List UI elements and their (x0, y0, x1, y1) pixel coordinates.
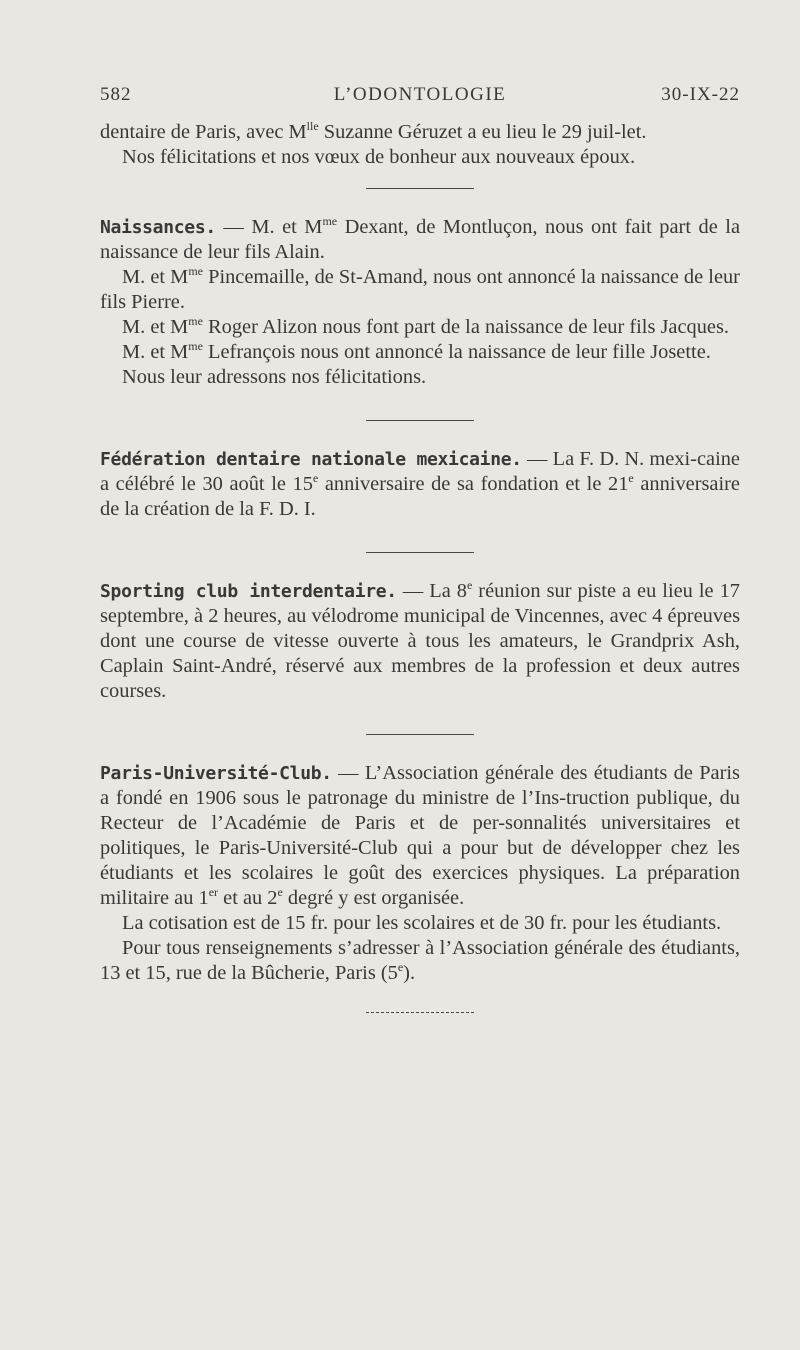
paragraph: Paris-Université-Club. — L’Association générale des étudiants de Paris a fondé en 1906 sous le patronage du ministre de l’Ins-truction publique, du Recteur de l’Académie de Paris et de per-sonnalités universitaires et politiques, le Paris-Université-Club qui a pour but de développer chez les étudiants et les scolaires le goût des exercices physiques. La préparation militaire au 1er et au 2e degré y est organisée. (100, 762, 740, 909)
running-header (100, 84, 740, 110)
journal-title: L’ODONTOLOGIE (333, 84, 507, 105)
paragraph: M. et $M^{me}$ Pincemaille, de St-Amand, nous ont annoncé la naissance de leur fils Pierre. (100, 264, 740, 313)
article-body (100, 120, 740, 1013)
end-divider (366, 1012, 474, 1013)
paragraph: Nos félicitations et nos vœux de bonheur aux nouveaux époux. (122, 146, 636, 168)
section-divider (366, 188, 474, 189)
section-heading-naissances: Naissances. (100, 217, 216, 238)
paragraph: M. et $M^{me}$ Lefrançois nous ont annoncé la naissance de leur fille Josette. (122, 339, 711, 363)
paragraph: Pour tous renseignements s’adresser à l’Association générale des étudiants, 13 et 15, rue de la Bûcherie, Paris (5e). (100, 937, 740, 984)
section-divider (366, 552, 474, 553)
issue-date: 30-IX-22 (661, 84, 740, 105)
paragraph: Naissances. — M. et $M^{me}$ Dexant, de Montluçon, nous ont fait part de la naissance de leur fils Alain. (100, 214, 740, 263)
section-divider (366, 734, 474, 735)
paragraph: La cotisation est de 15 fr. pour les scolaires et de 30 fr. pour les étudiants. (122, 912, 722, 934)
section-heading-federation: Fédération dentaire nationale mexicaine. (100, 449, 522, 470)
paragraph: dentaire de Paris, avec $M^{lle}$ Suzanne Géruzet a eu lieu le 29 juil-let. (100, 119, 647, 143)
section-heading-sporting: Sporting club interdentaire. (100, 581, 397, 602)
section-heading-paris-club: Paris-Université-Club. (100, 763, 332, 784)
page-number: 582 (100, 84, 132, 105)
paragraph: M. et $M^{me}$ Roger Alizon nous font part de la naissance de leur fils Jacques. (122, 314, 729, 338)
paragraph: Sporting club interdentaire. — La 8e réunion sur piste a eu lieu le 17 septembre, à 2 heures, au vélodrome municipal de Vincennes, avec 4 épreuves dont une course de vitesse ouverte à tous les amateurs, le Grandprix Ash, Caplain Saint-André, réservé aux membres de la profession et deux autres courses. (100, 578, 740, 702)
section-divider (366, 420, 474, 421)
paragraph: Nous leur adressons nos félicitations. (122, 366, 427, 388)
paragraph: Fédération dentaire nationale mexicaine. — La F. D. N. mexi-caine a célébré le 30 août le 15e anniversaire de sa fondation et le 21e anniversaire de la création de la F. D. I. (100, 448, 740, 520)
